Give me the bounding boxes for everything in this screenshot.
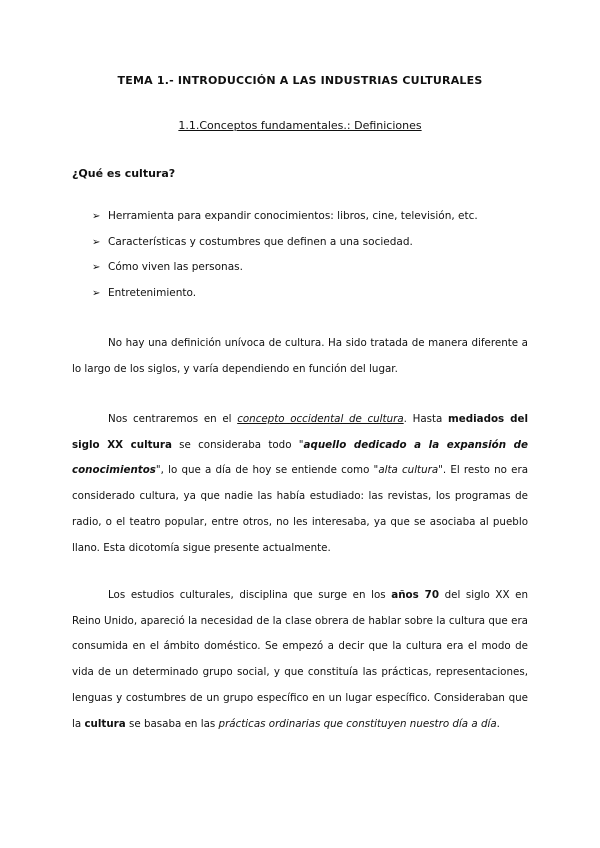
arrow-bullet-icon: ➢ [92, 287, 101, 299]
paragraph-text: . Hasta [403, 413, 449, 425]
list-item [92, 208, 478, 234]
paragraph-text: se consideraba todo " [171, 438, 304, 451]
paragraph-text: se basaba en las [125, 717, 219, 730]
bold-term: mediados del siglo XX cultura [72, 413, 529, 451]
list-item [92, 285, 478, 311]
paragraph-text: del siglo XX en Reino Unido, apareció la necesidad de la clase obrera de hablar sobre la cultura que era consumida en el ámbito doméstico. Se empezó a decir que la cultura era el modo de vida de un determinado grupo social, y que constituía las prácticas, representaciones, lenguas y costumbres de un grupo específico en un lugar específico. Consideraban que la [72, 589, 528, 730]
bold-italic-term: aquello dedicado a la expansión de conocimientos [72, 438, 528, 477]
list-item [92, 234, 478, 260]
paragraph-text: . [496, 717, 500, 730]
paragraph-cultural-studies [72, 583, 528, 737]
list-item-text: Características y costumbres que definen a una sociedad. [108, 235, 413, 248]
question-heading: ¿Qué es cultura? [72, 167, 176, 180]
arrow-bullet-icon: ➢ [92, 262, 101, 273]
list-item-text: Cómo viven las personas. [108, 261, 243, 273]
list-item [92, 259, 478, 285]
paragraph-text: No hay una definición unívoca de cultura. Ha sido tratada de manera diferente a lo largo de los siglos, y varía dependiendo en función del lugar. [72, 337, 528, 375]
italic-term: alta cultura [378, 464, 439, 477]
section-heading: 1.1.Conceptos fundamentales.: Definiciones [178, 119, 422, 132]
underlined-term: concepto occidental de cultura [237, 413, 404, 425]
list-item-text: Herramienta para expandir conocimientos: libros, cine, televisión, etc. [108, 210, 478, 222]
arrow-bullet-icon: ➢ [92, 211, 101, 222]
bold-term: cultura [84, 717, 126, 730]
arrow-bullet-icon: ➢ [92, 236, 101, 248]
bold-term: años 70 [391, 589, 439, 601]
list-item-text: Entretenimiento. [108, 286, 197, 299]
bullet-list [92, 208, 478, 310]
paragraph-text: Nos centraremos en el [108, 413, 238, 425]
italic-term: prácticas ordinarias que constituyen nuestro día a día [218, 717, 497, 730]
paragraph-western-concept [72, 407, 528, 561]
paragraph-text: ". El resto no era considerado cultura, ya que nadie las había estudiado: las revistas, los programas de radio, o el teatro popular, entre otros, no les interesaba, ya que se asociaba al pueblo llano. Esta dicotomía sigue presente actualmente. [72, 464, 529, 554]
paragraph-text: Los estudios culturales, disciplina que surge en los [108, 589, 392, 601]
paragraph-text: ", lo que a día de hoy se entiende como " [155, 464, 379, 477]
paragraph-definition [72, 331, 528, 382]
document-title: TEMA 1.- INTRODUCCIÓN A LAS INDUSTRIAS CULTURALES [117, 74, 483, 87]
